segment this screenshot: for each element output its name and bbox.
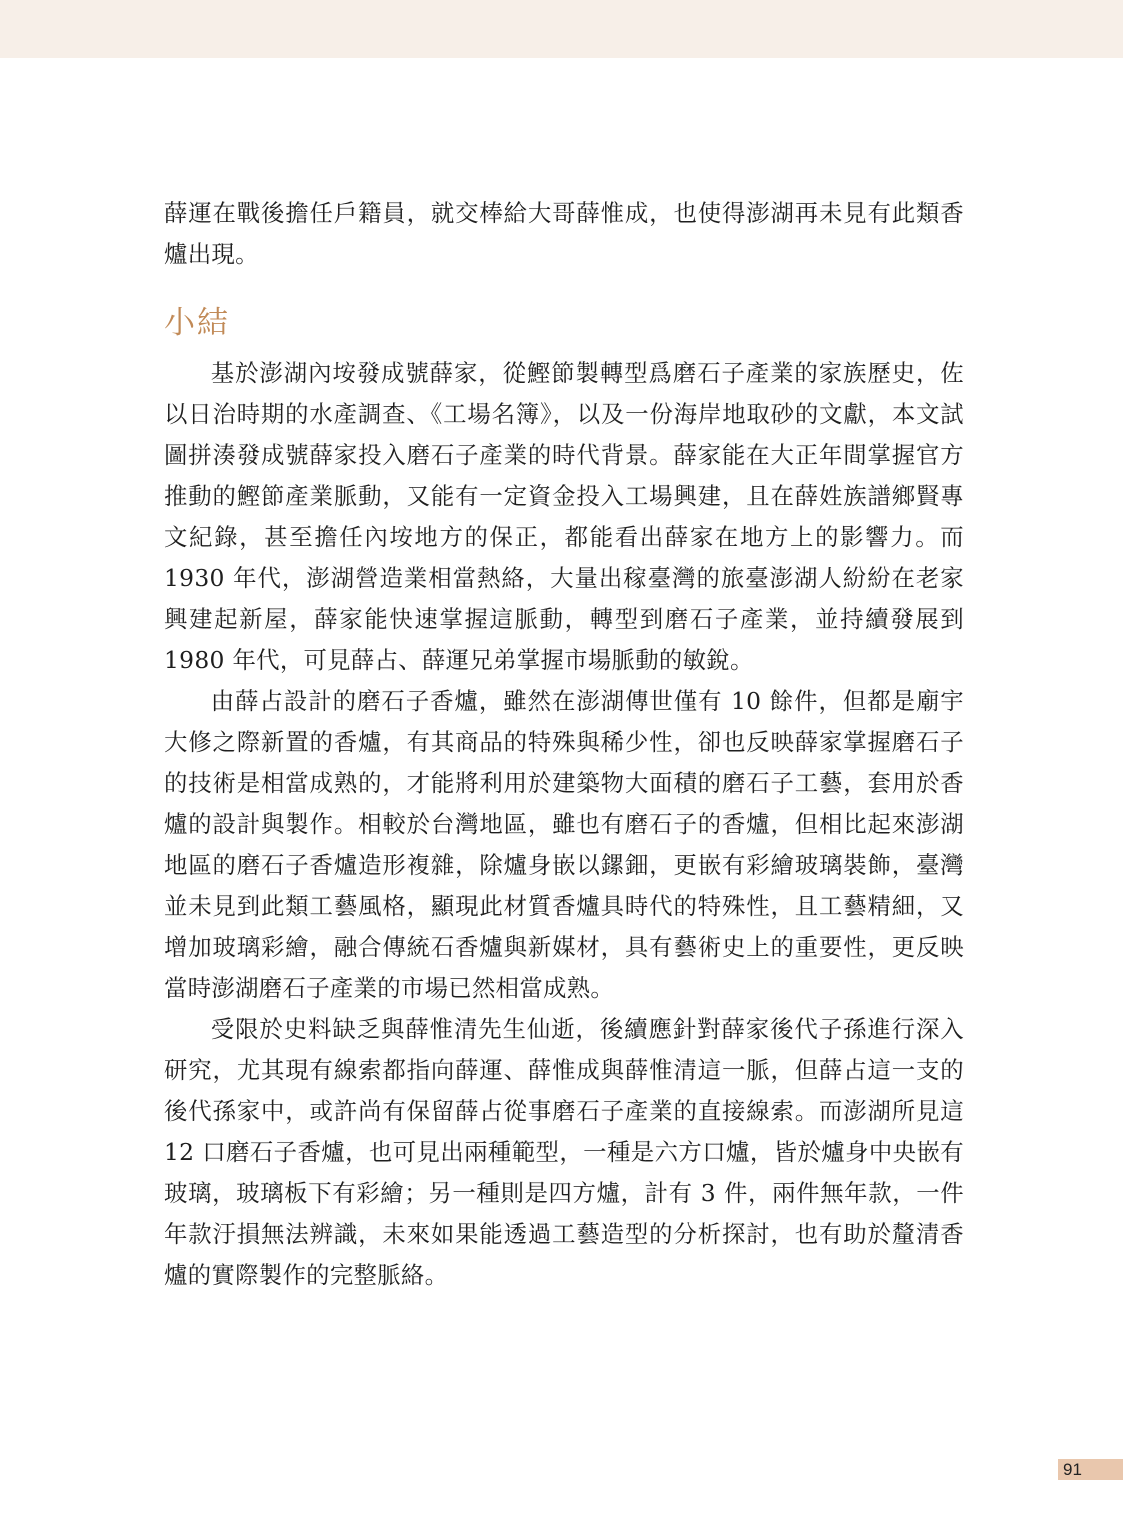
page-number-badge <box>1058 1459 1123 1480</box>
body-paragraph-2: 由薛占設計的磨石子香爐，雖然在澎湖傳世僅有 10 餘件，但都是廟宇大修之際新置的香爐，有其商品的特殊與稀少性，卻也反映薛家掌握磨石子的技術是相當成熟的，才能將利用於建築物大面積的磨石子工藝，套用於香爐的設計與製作。相較於台灣地區，雖也有磨石子的香爐，但相比起來澎湖地區的磨石子香爐造形複雜，除爐身嵌以鏍鈿，更嵌有彩繪玻璃裝飾，臺灣並未見到此類工藝風格，顯現此材質香爐具時代的特殊性，且工藝精細，又增加玻璃彩繪，融合傳統石香爐與新媒材，具有藝術史上的重要性，更反映當時澎湖磨石子產業的市場已然相當成熟。 <box>164 687 964 1002</box>
header-band <box>0 0 1123 58</box>
section-heading: 小結 <box>164 305 230 341</box>
body-paragraph-3: 受限於史料缺乏與薛惟清先生仙逝，後續應針對薛家後代子孫進行深入研究，尤其現有線索都指向薛運、薛惟成與薛惟清這一脈，但薛占這一支的後代孫家中，或許尚有保留薛占從事磨石子產業的直接線索。而澎湖所見這 12 口磨石子香爐，也可見出兩種範型，一種是六方口爐，皆於爐身中央嵌有玻璃，玻璃板下有彩繪；另一種則是四方爐，計有 3 件，兩件無年款，一件年款汙損無法辨識，未來如果能透過工藝造型的分析探討，也有助於釐清香爐的實際製作的完整脈絡。 <box>164 1015 964 1289</box>
body-paragraph-1: 基於澎湖內垵發成號薛家，從鰹節製轉型爲磨石子產業的家族歷史，佐以日治時期的水產調查、《工場名簿》，以及一份海岸地取砂的文獻，本文試圖拼湊發成號薛家投入磨石子產業的時代背景。薛家能在大正年間掌握官方推動的鰹節產業脈動，又能有一定資金投入工場興建，且在薛姓族譜鄉賢專文紀錄，甚至擔任內垵地方的保正，都能看出薛家在地方上的影響力。而 1930 年代，澎湖營造業相當熱絡，大量出稼臺灣的旅臺澎湖人紛紛在老家興建起新屋，薛家能快速掌握這脈動，轉型到磨石子產業，並持續發展到 1980 年代，可見薛占、薛運兄弟掌握市場脈動的敏銳。 <box>164 359 964 674</box>
article-body <box>164 193 964 1296</box>
page-number: 91 <box>1063 1460 1082 1479</box>
continuation-paragraph: 薛運在戰後擔任戶籍員，就交棒給大哥薛惟成，也使得澎湖再未見有此類香爐出現。 <box>164 199 964 268</box>
